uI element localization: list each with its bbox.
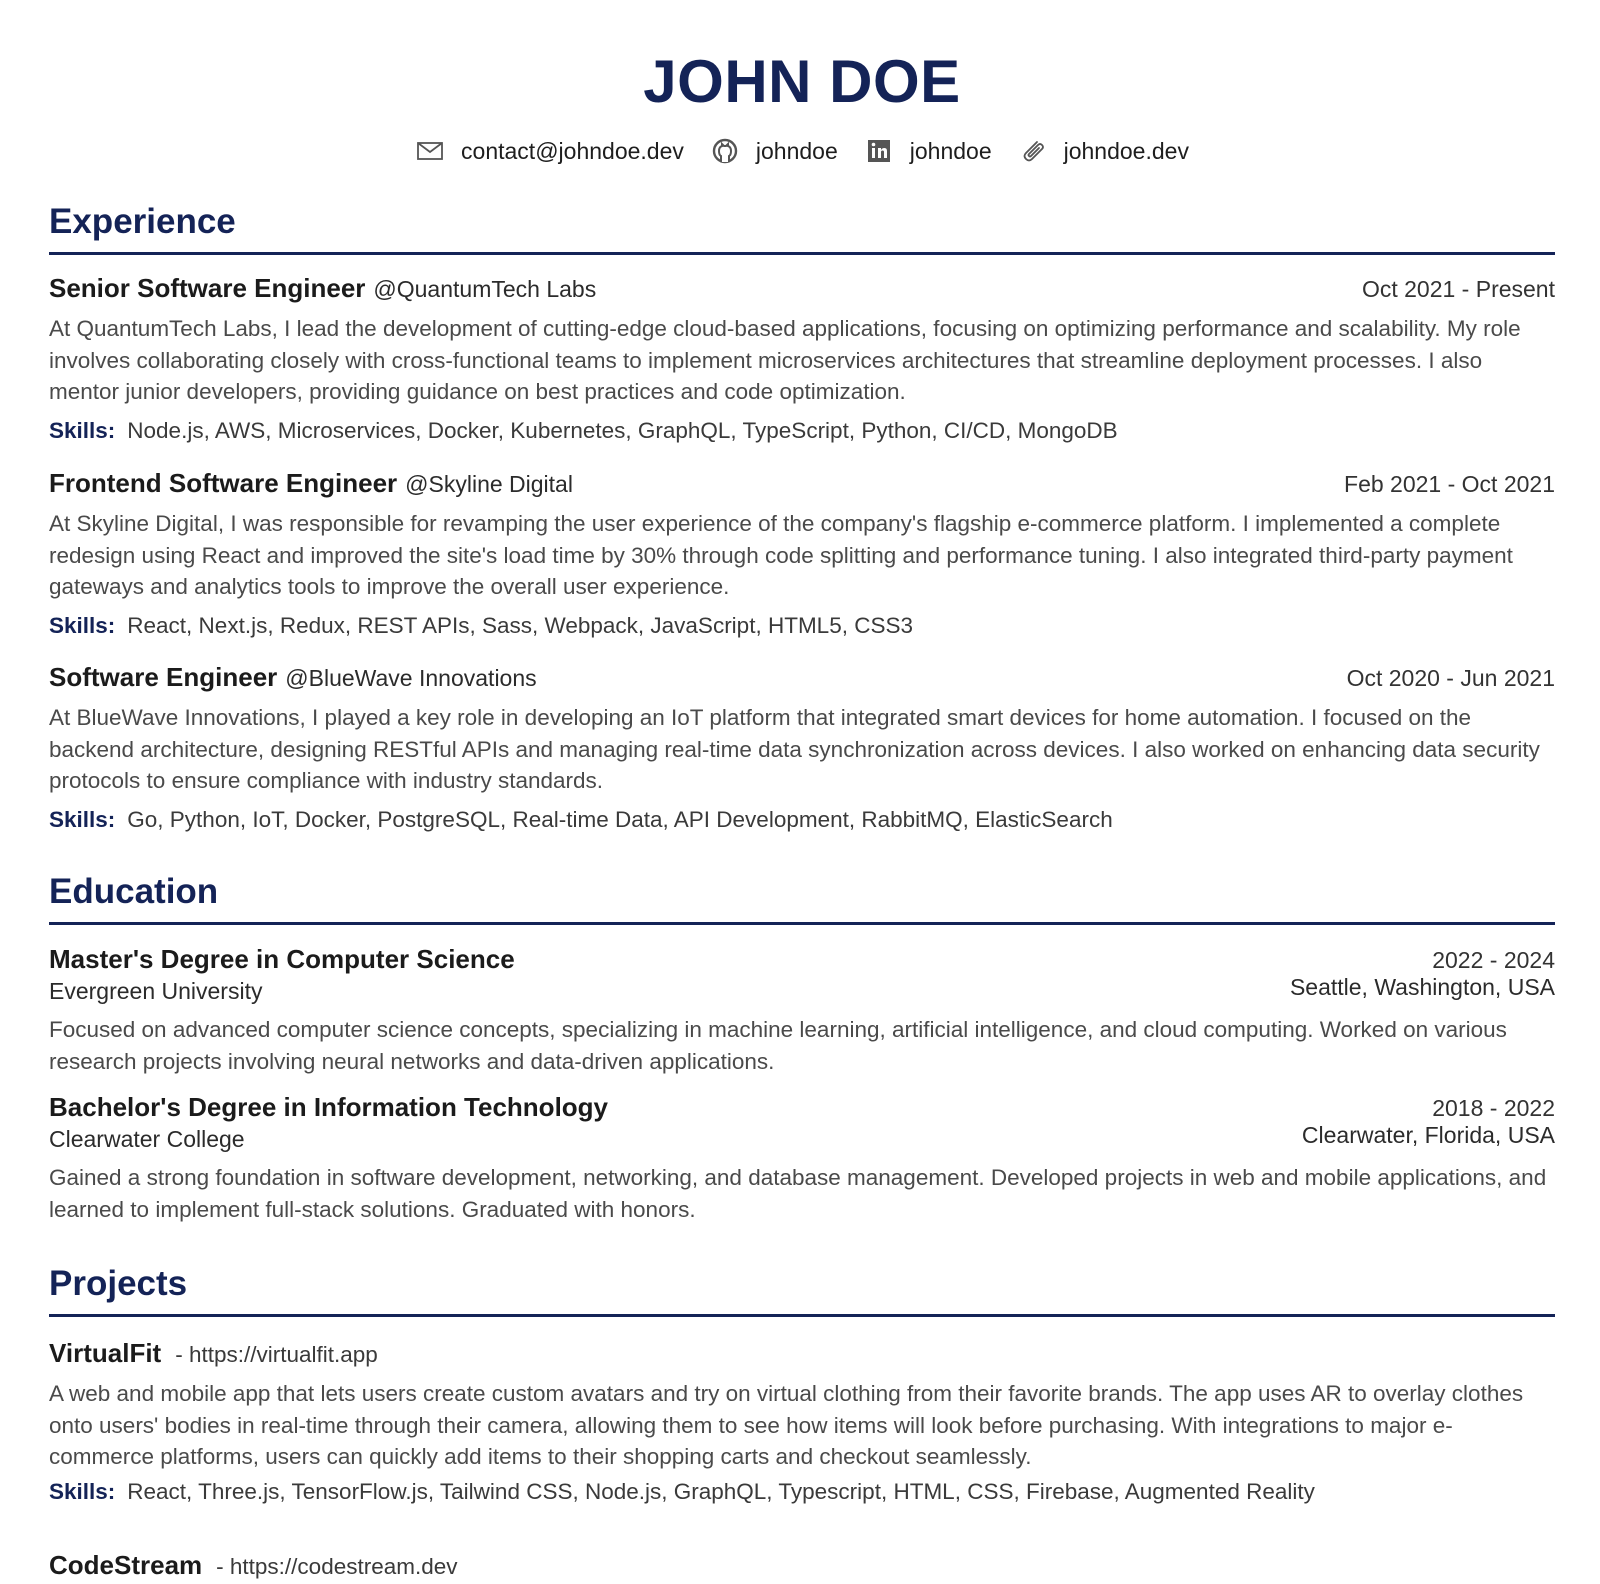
contact-website-text[interactable]: johndoe.dev [1063,137,1189,164]
skills-label: Skills: [49,612,116,638]
projects-section [49,1262,1555,1317]
experience-item [49,273,1555,444]
project-link[interactable]: - https://virtualfit.app [175,1342,378,1367]
job-title: Senior Software Engineer [49,273,366,303]
education-item [49,1092,1555,1225]
contact-linkedin[interactable] [864,136,992,166]
job-description: At BlueWave Innovations, I played a key role in developing an IoT platform that integrated smart devices for home automation. I focused on the backend architecture, designing RESTful APIs and managing real-time data synchronization across devices. I also worked on enhancing data security protocols to ensure compliance with industry standards. [49,705,1540,793]
skills-list: React, Three.js, TensorFlow.js, Tailwind CSS, Node.js, GraphQL, Typescript, HTML, CSS, Firebase, Augmented Reality [127,1478,1315,1504]
job-title: Software Engineer [49,662,278,692]
project-name: CodeStream [49,1550,203,1580]
section-divider [49,1314,1555,1317]
company-name: @BlueWave Innovations [285,665,537,691]
skills-label: Skills: [49,417,116,443]
company-name: @Skyline Digital [405,471,573,497]
section-divider [49,922,1555,925]
job-title: Frontend Software Engineer [49,468,398,498]
job-dates: Feb 2021 - Oct 2021 [1344,471,1555,497]
job-skills [49,418,1555,444]
project-skills [49,1479,1555,1505]
section-title-experience: Experience [49,202,236,241]
project-link[interactable]: - https://codestream.dev [216,1554,458,1579]
school-name: Evergreen University [49,978,263,1004]
skills-list: Node.js, AWS, Microservices, Docker, Kubernetes, GraphQL, TypeScript, Python, CI/CD, MongoDB [127,417,1118,443]
contact-linkedin-text[interactable]: johndoe [909,137,992,164]
project-name: VirtualFit [49,1338,162,1368]
job-description: At QuantumTech Labs, I lead the development of cutting-edge cloud-based applications, focusing on optimizing performance and scalability. My role involves collaborating closely with cross-functional teams to implement microservices architectures that streamline deployment processes. I also mentor junior developers, providing guidance on best practices and code optimization. [49,316,1521,404]
project-description: A web and mobile app that lets users create custom avatars and try on virtual clothing from their favorite brands. The app uses AR to overlay clothes onto users' bodies in real-time through their camera, allowing them to see how items will look before purchasing. With integrations to major e-commerce platforms, users can quickly add items to their shopping carts and checkout seamlessly. [49,1381,1524,1469]
degree-title: Master's Degree in Computer Science [49,944,515,974]
mail-icon [415,136,445,166]
contact-github[interactable] [710,136,838,166]
project-item [49,1338,1555,1505]
education-description: Focused on advanced computer science concepts, specializing in machine learning, artificial intelligence, and cloud computing. Worked on various research projects involving neural networks and data-driven applications. [49,1017,1507,1074]
experience-section [49,200,1555,255]
job-dates: Oct 2021 - Present [1361,276,1555,302]
education-description: Gained a strong foundation in software development, networking, and database management. Developed projects in web and mobile applications, and learned to implement full-stack solutions. Graduated with honors. [49,1165,1547,1222]
experience-item [49,662,1555,833]
skills-label: Skills: [49,1478,116,1504]
section-title-education: Education [49,872,219,911]
contact-bar [49,134,1555,168]
resume-page [49,0,1555,1580]
school-location: Clearwater, Florida, USA [1301,1122,1555,1148]
linkedin-icon [864,136,894,166]
skills-list: Go, Python, IoT, Docker, PostgreSQL, Real-time Data, API Development, RabbitMQ, ElasticSearch [127,806,1113,832]
education-dates: 2018 - 2022 [1432,1095,1555,1121]
degree-title: Bachelor's Degree in Information Technology [49,1092,609,1122]
job-description: At Skyline Digital, I was responsible for revamping the user experience of the company's flagship e-commerce platform. I implemented a complete redesign using React and improved the site's load time by 30% through code splitting and performance tuning. I also integrated third-party payment gateways and analytics tools to improve the overall user experience. [49,511,1513,599]
job-dates: Oct 2020 - Jun 2021 [1346,665,1555,691]
experience-item [49,468,1555,639]
project-item [49,1550,1555,1584]
job-skills [49,613,1555,639]
section-title-projects: Projects [49,1264,188,1303]
school-location: Seattle, Washington, USA [1289,974,1555,1000]
contact-email[interactable] [415,136,684,166]
education-item [49,944,1555,1077]
section-divider [49,252,1555,255]
school-name: Clearwater College [49,1126,245,1152]
skills-label: Skills: [49,806,116,832]
job-skills [49,807,1555,833]
skills-list: React, Next.js, Redux, REST APIs, Sass, Webpack, JavaScript, HTML5, CSS3 [127,612,913,638]
link-icon [1018,136,1048,166]
github-icon [710,136,740,166]
education-dates: 2022 - 2024 [1432,947,1555,973]
contact-github-text[interactable]: johndoe [755,137,838,164]
candidate-name: JOHN DOE [643,48,961,115]
education-section [49,870,1555,925]
company-name: @QuantumTech Labs [373,276,597,302]
contact-website[interactable] [1018,136,1189,166]
contact-email-text[interactable]: contact@johndoe.dev [461,137,684,164]
